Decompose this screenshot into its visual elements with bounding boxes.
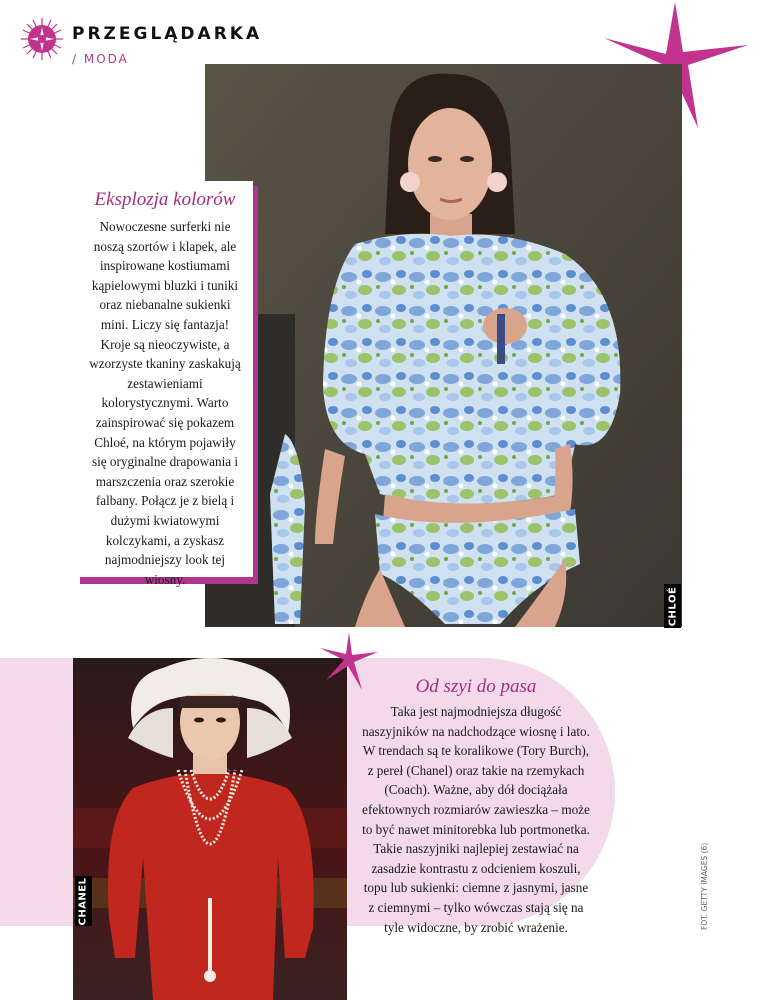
article-body: Nowoczesne surferki nie noszą szortów i klapek, ale inspirowane kostiumami kąpielowymi bluzki i tuniki oraz niebanalne sukienki mini. Liczy się fantazja! Kroje są nieoczywiste, a wzorzyste tkaniny zaskakują zestawieniami kolorystycznymi. Warto zainspirować się pokazem Chloé, na którym pojawiły się oryginalne drapowania i marszczenia oraz szerokie falbany. Połącz je z bielą i dużymi kwiatowymi kolczykami, a zyskasz najmodniejszy look tej wiosny. — [89, 219, 241, 587]
photo-source-credit: FOT. GETTY IMAGES (6) — [700, 842, 709, 930]
section-subtitle: / MODA — [72, 52, 129, 66]
article-title: Eksplozja kolorów — [94, 189, 236, 210]
section-title: PRZEGLĄDARKA — [72, 24, 263, 44]
runway-photo-chanel — [73, 658, 347, 1000]
photo-credit-chanel: CHANEL — [75, 876, 92, 926]
article-eksplozja — [77, 181, 253, 587]
article-od-szyi — [362, 676, 590, 937]
article-body: Taka jest najmodniejsza długość naszyjników na nadchodzące wiosnę i lato. W trendach są te koralikowe (Tory Burch), z pereł (Chanel) oraz takie na rzemykach (Coach). Ważne, aby dół dociążała efektownych rozmiarów zawieszka – może to być nawet minitorebka lub portmonetka. Takie naszyjniki najlepiej zestawiać na zasadzie kontrastu z odcieniem koszuli, topu lub sukienki: ciemne z jasnymi, jasne z ciemnymi – tylko wówczas stają się na tyle widoczne, by zrobić wrażenie. — [362, 704, 590, 935]
photo-credit-chloe: CHLOÉ — [664, 584, 681, 628]
section-logo-icon — [20, 17, 64, 61]
article-title: Od szyi do pasa — [415, 676, 537, 697]
runway-photo-chloe — [205, 64, 682, 627]
